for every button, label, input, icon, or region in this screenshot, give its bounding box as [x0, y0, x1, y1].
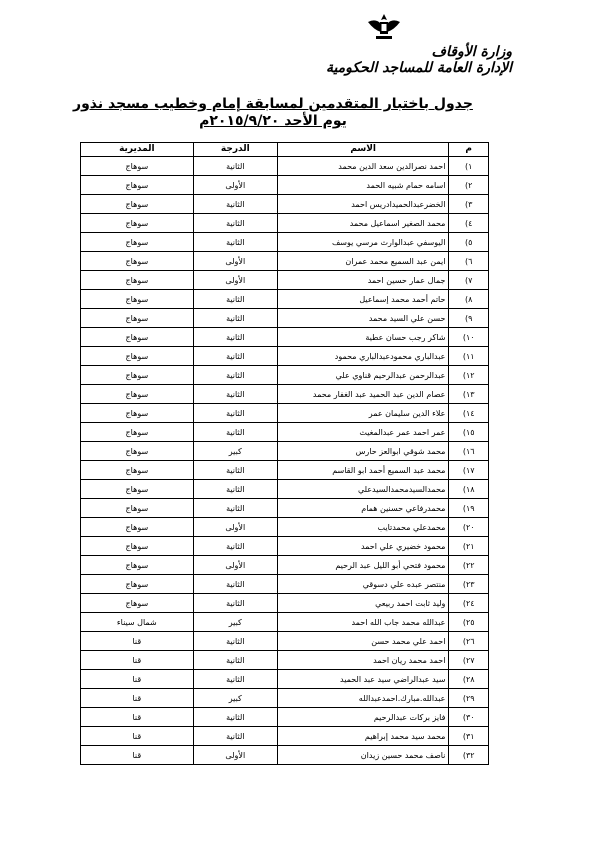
- row-number: ١٣): [449, 385, 489, 404]
- table-row: [81, 518, 489, 537]
- row-number: ٢٦): [449, 632, 489, 651]
- applicant-degree: الأولى: [193, 252, 277, 271]
- row-number: ٣٢): [449, 746, 489, 765]
- row-number: ٢٥): [449, 613, 489, 632]
- applicant-name: عصام الدين عبد الحميد عبد الغفار محمد: [277, 385, 449, 404]
- applicant-directorate: سوهاج: [81, 461, 194, 480]
- applicant-name: منتصر عبده علي دسوقي: [277, 575, 449, 594]
- applicant-name: عبدالله محمد جاب الله احمد: [277, 613, 449, 632]
- table-row: [81, 689, 489, 708]
- applicant-degree: الثانية: [193, 347, 277, 366]
- applicant-directorate: سوهاج: [81, 252, 194, 271]
- applicant-name: محمود فتحي أبو الليل عبد الرحيم: [277, 556, 449, 575]
- table-row: [81, 651, 489, 670]
- applicant-degree: الثانية: [193, 651, 277, 670]
- title-line-2: يوم الأحد ٢٠١٥/٩/٢٠م: [199, 113, 347, 129]
- applicant-directorate: قنا: [81, 632, 194, 651]
- table-row: [81, 271, 489, 290]
- header-name: الاسم: [277, 143, 449, 157]
- row-number: ٢٠): [449, 518, 489, 537]
- applicant-directorate: قنا: [81, 670, 194, 689]
- applicant-degree: الثانية: [193, 575, 277, 594]
- table-row: [81, 157, 489, 176]
- applicant-degree: الثانية: [193, 157, 277, 176]
- applicant-degree: كبير: [193, 689, 277, 708]
- applicant-degree: الثانية: [193, 290, 277, 309]
- applicant-name: فايز بركات عبدالرحيم: [277, 708, 449, 727]
- applicant-degree: الثانية: [193, 195, 277, 214]
- applicant-directorate: سوهاج: [81, 594, 194, 613]
- applicant-directorate: سوهاج: [81, 233, 194, 252]
- applicant-directorate: سوهاج: [81, 328, 194, 347]
- applicant-directorate: قنا: [81, 708, 194, 727]
- applicant-name: علاء الدين سليمان عمر: [277, 404, 449, 423]
- row-number: ٨): [449, 290, 489, 309]
- applicant-degree: الأولى: [193, 518, 277, 537]
- row-number: ٢٤): [449, 594, 489, 613]
- table-row: [81, 613, 489, 632]
- applicant-directorate: قنا: [81, 727, 194, 746]
- title-line-1: جدول باختبار المتقدمين لمسابقة إمام وخطيب مسجد نذور: [73, 96, 473, 112]
- applicant-name: اليوسفي عبدالوارث مرسي يوسف: [277, 233, 449, 252]
- applicant-degree: الثانية: [193, 632, 277, 651]
- eagle-emblem-icon: [364, 12, 404, 42]
- applicant-degree: الثانية: [193, 309, 277, 328]
- applicant-name: حاتم أحمد محمد إسماعيل: [277, 290, 449, 309]
- applicant-directorate: سوهاج: [81, 366, 194, 385]
- applicant-degree: الثانية: [193, 708, 277, 727]
- ministry-name: [272, 44, 512, 76]
- applicant-name: عبدالرحمن عبدالرحيم قناوي علي: [277, 366, 449, 385]
- applicant-directorate: سوهاج: [81, 157, 194, 176]
- row-number: ١٢): [449, 366, 489, 385]
- applicant-directorate: سوهاج: [81, 271, 194, 290]
- table-row: [81, 252, 489, 271]
- table-row: [81, 556, 489, 575]
- table-row: [81, 309, 489, 328]
- applicant-directorate: سوهاج: [81, 423, 194, 442]
- row-number: ٤): [449, 214, 489, 233]
- applicant-name: الخضرعبدالحميدادريس احمد: [277, 195, 449, 214]
- applicant-directorate: سوهاج: [81, 575, 194, 594]
- row-number: ٢١): [449, 537, 489, 556]
- applicant-degree: الثانية: [193, 537, 277, 556]
- table-row: [81, 290, 489, 309]
- table-row: [81, 176, 489, 195]
- row-number: ١): [449, 157, 489, 176]
- table-row: [81, 594, 489, 613]
- table-row: [81, 347, 489, 366]
- applicant-degree: الثانية: [193, 727, 277, 746]
- applicant-degree: الثانية: [193, 404, 277, 423]
- table-row: [81, 746, 489, 765]
- applicant-degree: الثانية: [193, 214, 277, 233]
- applicant-name: حسن علي السيد محمد: [277, 309, 449, 328]
- applicant-name: احمد علي محمد حسن: [277, 632, 449, 651]
- table-row: [81, 366, 489, 385]
- applicant-name: محمد الصغير اسماعيل محمد: [277, 214, 449, 233]
- applicant-directorate: سوهاج: [81, 385, 194, 404]
- applicant-directorate: قنا: [81, 689, 194, 708]
- applicant-directorate: سوهاج: [81, 518, 194, 537]
- table-row: [81, 404, 489, 423]
- applicant-degree: الأولى: [193, 746, 277, 765]
- applicant-degree: الثانية: [193, 385, 277, 404]
- applicant-degree: الأولى: [193, 176, 277, 195]
- applicant-directorate: سوهاج: [81, 195, 194, 214]
- applicant-degree: الأولى: [193, 271, 277, 290]
- applicant-directorate: سوهاج: [81, 404, 194, 423]
- applicant-name: وليد ثابت احمد ربيعي: [277, 594, 449, 613]
- row-number: ٣٠): [449, 708, 489, 727]
- row-number: ١٠): [449, 328, 489, 347]
- row-number: ١٧): [449, 461, 489, 480]
- applicant-name: ايمن عبد السميع محمد عمران: [277, 252, 449, 271]
- row-number: ٣): [449, 195, 489, 214]
- table-row: [81, 328, 489, 347]
- applicant-degree: الثانية: [193, 328, 277, 347]
- row-number: ٢٨): [449, 670, 489, 689]
- row-number: ٥): [449, 233, 489, 252]
- table-row: [81, 537, 489, 556]
- applicant-name: جمال عمار حسين احمد: [277, 271, 449, 290]
- applicant-name: احمد نصرالدين سعد الدين محمد: [277, 157, 449, 176]
- applicant-degree: كبير: [193, 442, 277, 461]
- applicant-directorate: قنا: [81, 746, 194, 765]
- page-title: [60, 96, 486, 130]
- row-number: ٢٩): [449, 689, 489, 708]
- row-number: ٢): [449, 176, 489, 195]
- row-number: ٩): [449, 309, 489, 328]
- applicant-degree: الثانية: [193, 366, 277, 385]
- applicant-degree: الثانية: [193, 461, 277, 480]
- row-number: ١٦): [449, 442, 489, 461]
- applicant-name: محمود خضيري علي احمد: [277, 537, 449, 556]
- table-row: [81, 385, 489, 404]
- table-row: [81, 632, 489, 651]
- applicant-directorate: سوهاج: [81, 499, 194, 518]
- applicant-name: محمد سيد محمد إبراهيم: [277, 727, 449, 746]
- header-degree: الدرجة: [193, 143, 277, 157]
- applicant-degree: الثانية: [193, 233, 277, 252]
- table-row: [81, 233, 489, 252]
- applicant-directorate: سوهاج: [81, 290, 194, 309]
- applicant-name: عمر احمد عمر عبدالمغيث: [277, 423, 449, 442]
- row-number: ١٩): [449, 499, 489, 518]
- applicant-name: اسامه حمام شبيه الحمد: [277, 176, 449, 195]
- letterhead: [272, 12, 512, 82]
- header-num: م: [449, 143, 489, 157]
- applicant-degree: الثانية: [193, 594, 277, 613]
- applicant-degree: الثانية: [193, 480, 277, 499]
- table-row: [81, 423, 489, 442]
- row-number: ٢٧): [449, 651, 489, 670]
- table-row: [81, 442, 489, 461]
- department-title: الإدارة العامة للمساجد الحكومية: [325, 60, 512, 76]
- row-number: ١٤): [449, 404, 489, 423]
- applicant-degree: الأولى: [193, 556, 277, 575]
- applicant-name: شاكر رجب حسان عطية: [277, 328, 449, 347]
- table-row: [81, 214, 489, 233]
- row-number: ١١): [449, 347, 489, 366]
- applicant-name: محمدعلي محمدتايب: [277, 518, 449, 537]
- applicant-name: عبدالباري محمودعبدالباري محمود: [277, 347, 449, 366]
- row-number: ١٨): [449, 480, 489, 499]
- table-row: [81, 461, 489, 480]
- applicant-directorate: سوهاج: [81, 214, 194, 233]
- table-row: [81, 575, 489, 594]
- applicant-degree: كبير: [193, 613, 277, 632]
- table-row: [81, 708, 489, 727]
- applicant-degree: الثانية: [193, 423, 277, 442]
- row-number: ١٥): [449, 423, 489, 442]
- ministry-title: وزارة الأوقاف: [431, 44, 512, 60]
- applicant-name: محمدرفاعي حسنين همام: [277, 499, 449, 518]
- applicant-directorate: سوهاج: [81, 176, 194, 195]
- applicant-directorate: شمال سيناء: [81, 613, 194, 632]
- applicant-directorate: قنا: [81, 651, 194, 670]
- row-number: ٦): [449, 252, 489, 271]
- table-row: [81, 499, 489, 518]
- row-number: ٧): [449, 271, 489, 290]
- applicant-name: ناصف محمد حسين زيدان: [277, 746, 449, 765]
- applicant-directorate: سوهاج: [81, 309, 194, 328]
- table-row: [81, 670, 489, 689]
- applicant-name: عبدالله.مبارك.احمدعبدالله: [277, 689, 449, 708]
- applicant-directorate: سوهاج: [81, 480, 194, 499]
- row-number: ٣١): [449, 727, 489, 746]
- header-directorate: المديرية: [81, 143, 194, 157]
- table-row: [81, 195, 489, 214]
- applicant-directorate: سوهاج: [81, 442, 194, 461]
- applicants-table: [80, 142, 489, 765]
- applicant-name: احمد محمد ريان احمد: [277, 651, 449, 670]
- applicant-directorate: سوهاج: [81, 537, 194, 556]
- applicant-degree: الثانية: [193, 670, 277, 689]
- applicant-name: محمدالسيدمحمدالسيدعلي: [277, 480, 449, 499]
- applicant-name: سيد عبدالراضي سيد عبد الحميد: [277, 670, 449, 689]
- table-body: [81, 157, 489, 765]
- applicant-name: محمد شوقي ابوالعز حارس: [277, 442, 449, 461]
- row-number: ٢٢): [449, 556, 489, 575]
- applicant-degree: الثانية: [193, 499, 277, 518]
- row-number: ٢٣): [449, 575, 489, 594]
- table-row: [81, 480, 489, 499]
- table-row: [81, 727, 489, 746]
- applicant-name: محمد عبد السميع أحمد ابو القاسم: [277, 461, 449, 480]
- table-header-row: [81, 143, 489, 157]
- applicant-directorate: سوهاج: [81, 556, 194, 575]
- applicant-directorate: سوهاج: [81, 347, 194, 366]
